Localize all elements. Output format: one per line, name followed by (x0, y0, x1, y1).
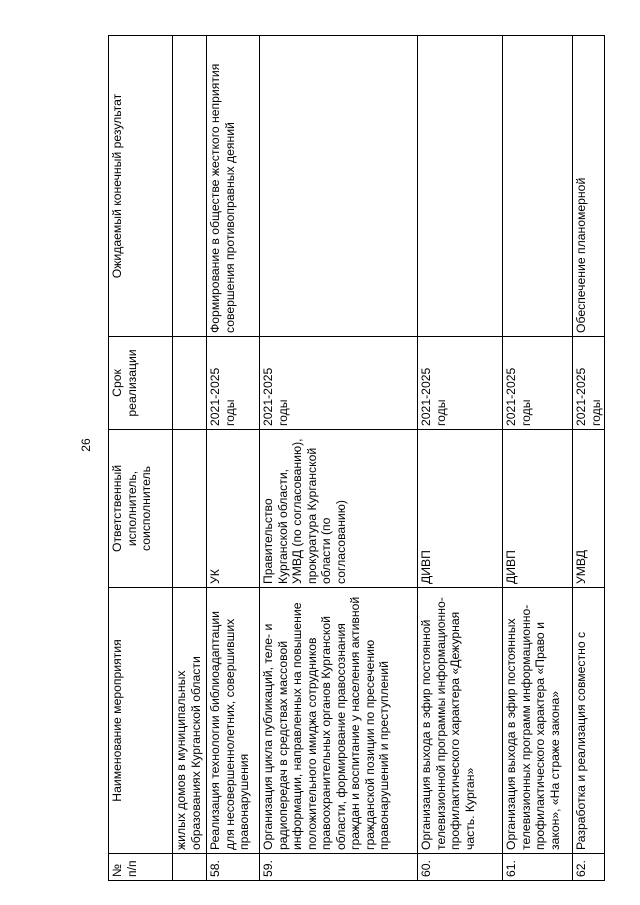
row-name: жилых домов в муниципальных образованиях Курганской области (173, 588, 207, 854)
measures-table (108, 35, 605, 881)
row-number: 58. (207, 854, 260, 881)
row-number: 61. (503, 854, 573, 881)
row-term: 2021-2025 годы (260, 337, 418, 430)
row-term (173, 337, 207, 430)
row-name: Реализация технологии библиоадаптации для несовершеннолетних, совершивших правонарушения (207, 588, 260, 854)
row-responsible (173, 430, 207, 588)
rotated-table-container (108, 36, 608, 881)
row-result (418, 36, 503, 337)
header-result: Ожидаемый конечный результат (109, 36, 173, 337)
row-term: 2021-2025 годы (503, 337, 573, 430)
row-responsible: УК (207, 430, 260, 588)
row-name: Разработка и реализация совместно с (573, 588, 605, 854)
row-name: Организация выхода в эфир постоянных телевизионных программ информационно-профилактического характера «Право и закон», «На страже закона» (503, 588, 573, 854)
table-row (573, 36, 605, 881)
table-row (207, 36, 260, 881)
row-term: 2021-2025 годы (573, 337, 605, 430)
row-term: 2021-2025 годы (418, 337, 503, 430)
row-responsible: УМВД (573, 430, 605, 588)
row-term: 2021-2025 годы (207, 337, 260, 430)
row-responsible: ДИВП (503, 430, 573, 588)
row-number (173, 854, 207, 881)
row-result (173, 36, 207, 337)
row-responsible: Правительство Курганской области, УМВД (по согласованию), прокуратура Курганской области (по согласованию) (260, 430, 418, 588)
table-row (173, 36, 207, 881)
row-number: 62. (573, 854, 605, 881)
row-number: 60. (418, 854, 503, 881)
row-result (503, 36, 573, 337)
row-result: Обеспечение планомерной (573, 36, 605, 337)
header-responsible: Ответственный исполнитель, соисполнитель (109, 430, 173, 588)
row-result: Формирование в обществе жесткого неприятия совершения противоправных деяний (207, 36, 260, 337)
row-name: Организация выхода в эфир постоянной телевизионной программы информационно-профилактического характера «Дежурная часть. Курган» (418, 588, 503, 854)
table-row (260, 36, 418, 881)
header-name: Наименование мероприятия (109, 588, 173, 854)
table-row (503, 36, 573, 881)
table-header-row (109, 36, 173, 881)
row-name: Организация цикла публикаций, теле- и радиопередач в средствах массовой информации, направленных на повышение положительного имиджа сотрудников правоохранительных органов Курганской области, формирование правосознания граждан и воспитание у населения активной гражданской позиции по пресечению правонарушений и преступлений (260, 588, 418, 854)
header-term: Срок реализации (109, 337, 173, 430)
row-number: 59. (260, 854, 418, 881)
row-result (260, 36, 418, 337)
table-row (418, 36, 503, 881)
row-responsible: ДИВП (418, 430, 503, 588)
header-number: № п/п (109, 854, 173, 881)
page-number: 26 (79, 438, 93, 452)
